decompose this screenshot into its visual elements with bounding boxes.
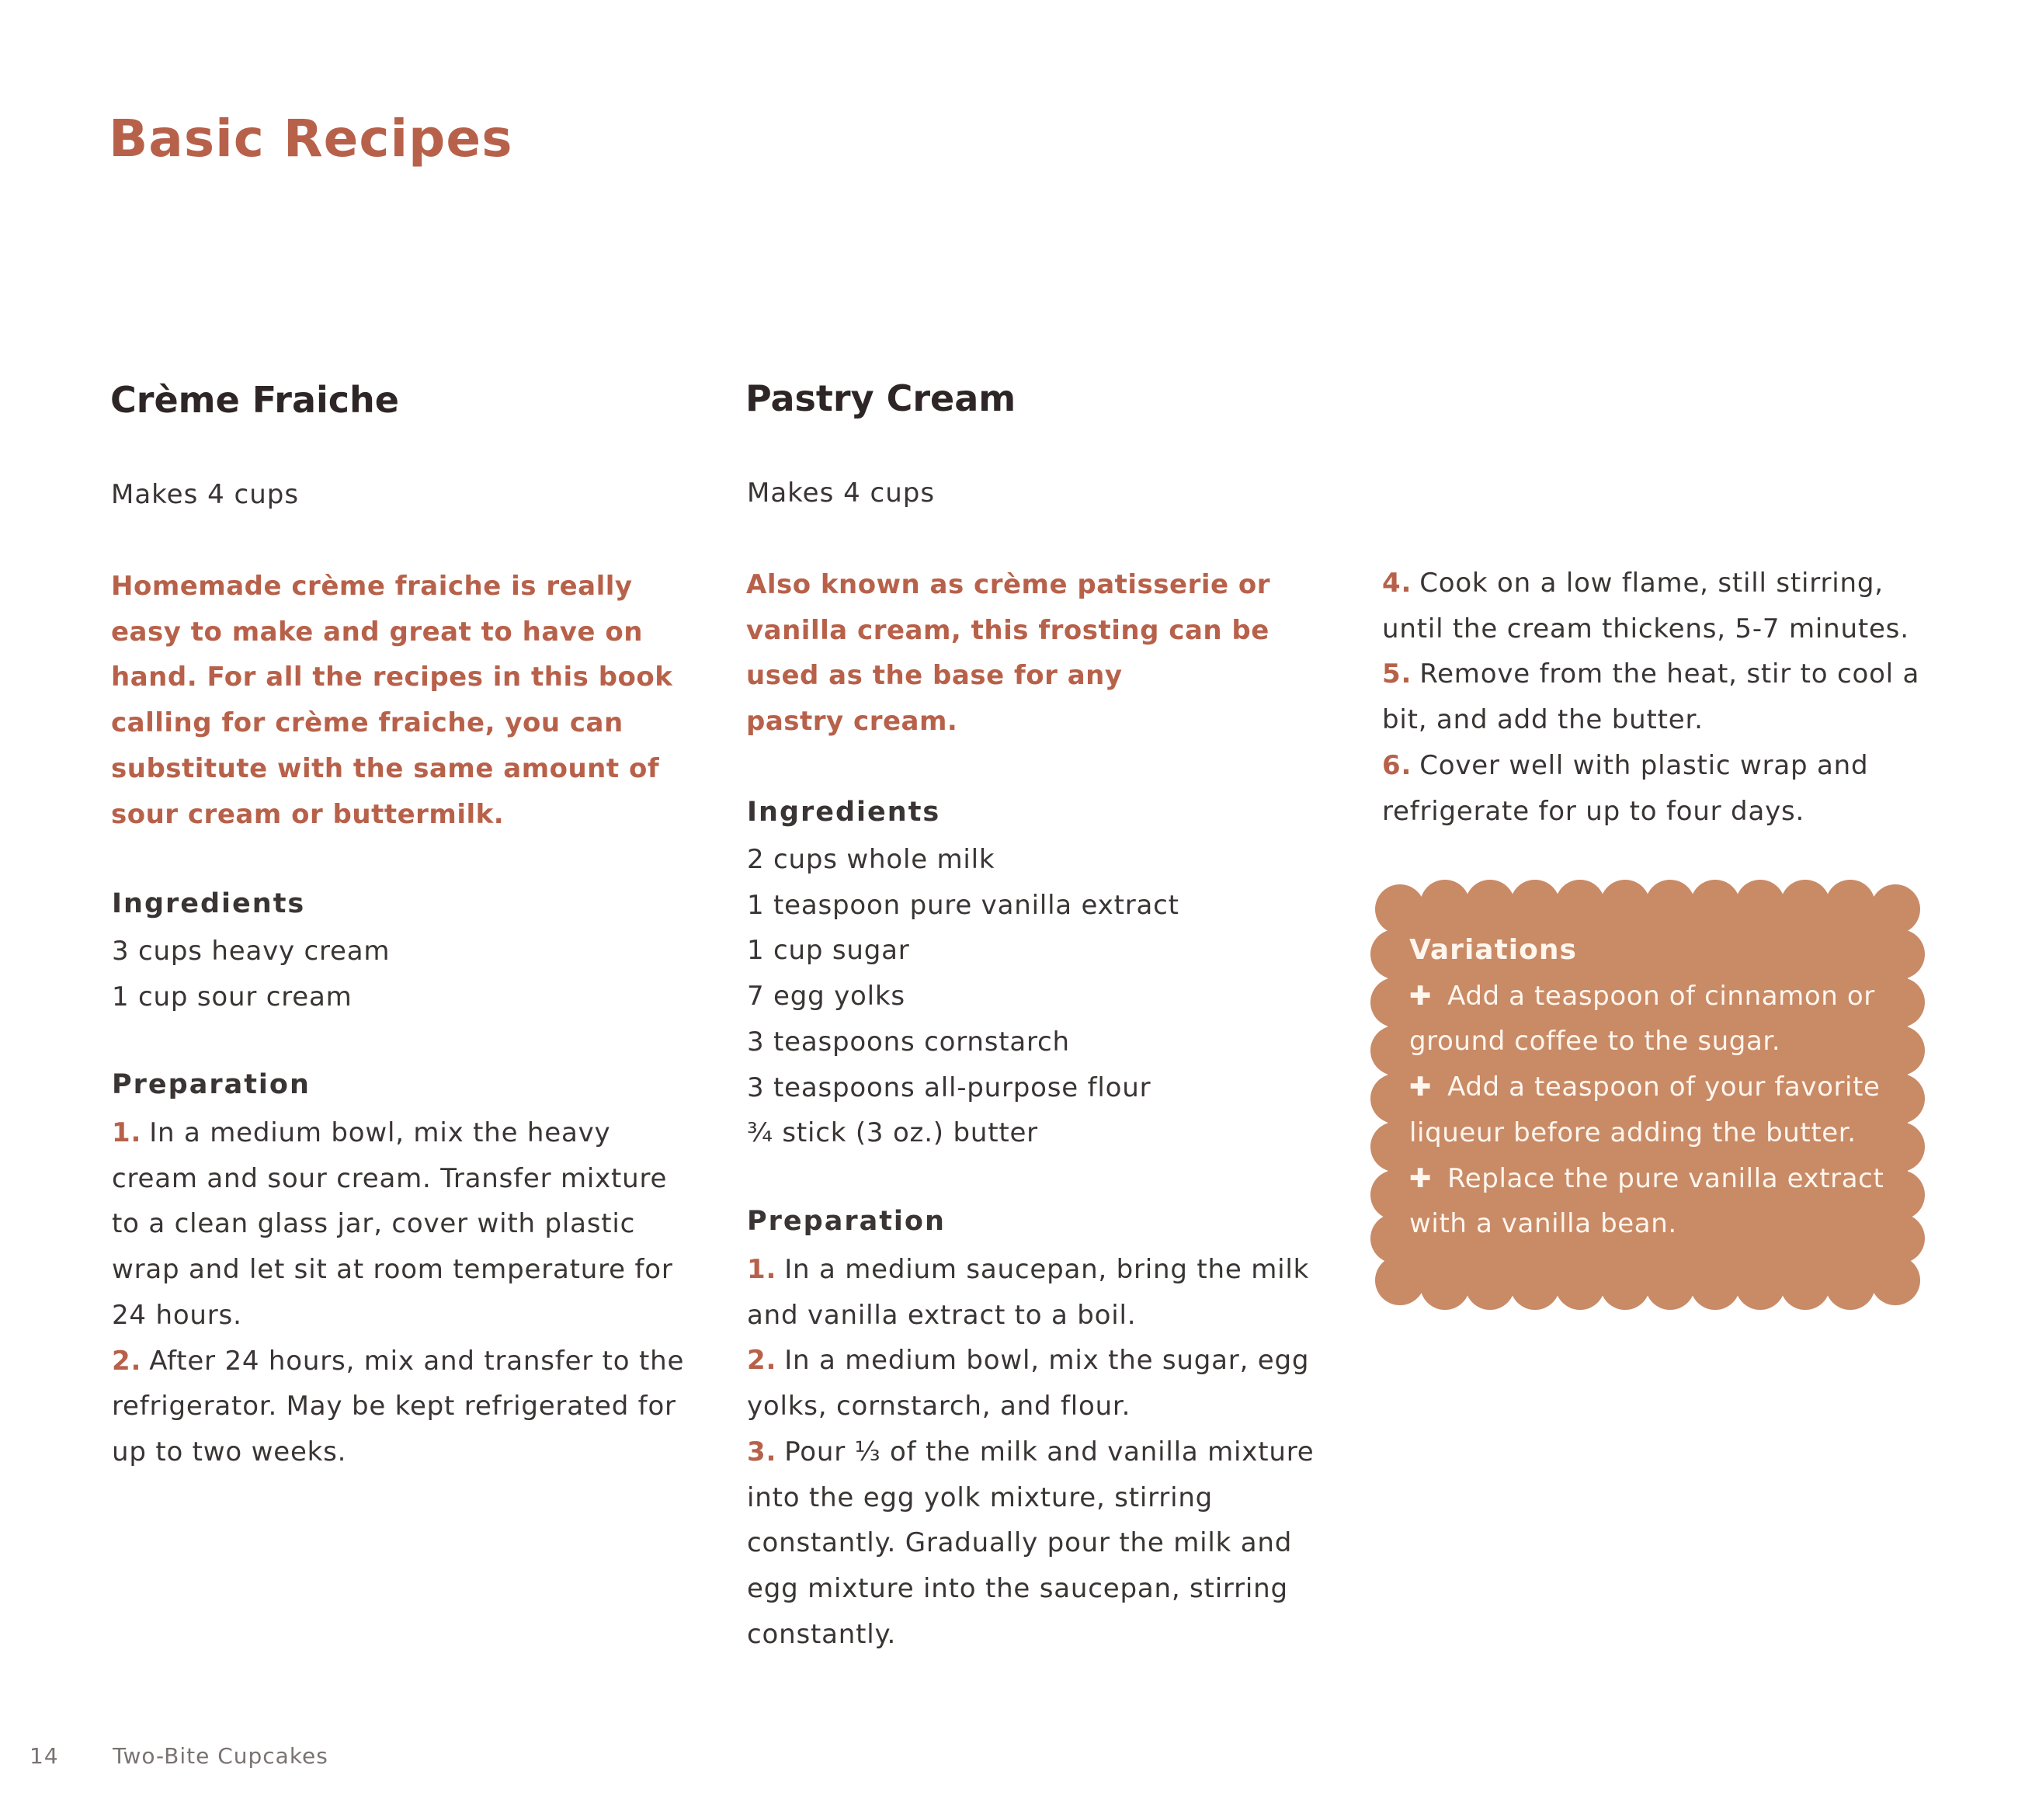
intro-line: pastry cream. [746,706,958,738]
ingredient-item: ¾ stick (3 oz.) butter [747,1117,1038,1149]
step-line: 2. After 24 hours, mix and transfer to the [112,1345,685,1377]
ingredient-item: 1 cup sour cream [112,981,353,1012]
intro-line: substitute with the same amount of [111,752,660,784]
intro-line: easy to make and great to have on [111,616,643,648]
step-number: 2. [112,1345,142,1377]
page-number: 14 [30,1743,59,1769]
step-line: egg mixture into the saucepan, stirring [747,1572,1288,1604]
step-number: 6. [1382,749,1412,781]
ingredient-item: 3 teaspoons cornstarch [747,1026,1070,1058]
step-line: 1. In a medium bowl, mix the heavy [112,1117,611,1148]
pastry-cream-steps-continued [1382,561,1919,834]
intro-line: Homemade crème fraiche is really [111,571,633,602]
step-number: 3. [747,1436,777,1467]
creme-fraiche-preparation-heading: Preparation [112,1069,311,1100]
running-title: Two-Bite Cupcakes [113,1743,328,1769]
variation-line: ✚ Replace the pure vanilla extract [1409,1156,1884,1202]
intro-line: sour cream or buttermilk. [111,798,505,830]
variations-heading: Variations [1409,934,1577,966]
ingredient-item: 3 cups heavy cream [112,936,391,967]
pastry-cream-intro [746,562,1270,745]
step-line: refrigerator. May be kept refrigerated for [112,1391,676,1422]
ingredient-item: 7 egg yolks [747,981,905,1012]
step-line: cream and sour cream. Transfer mixture [112,1162,668,1194]
variation-line: liqueur before adding the butter. [1409,1117,1856,1148]
pastry-cream-preparation-heading: Preparation [747,1206,946,1237]
plus-icon: ✚ [1409,980,1433,1012]
step-line: 3. Pour ⅓ of the milk and vanilla mixture [747,1436,1315,1467]
step-number: 5. [1382,658,1412,690]
pastry-cream-yield: Makes 4 cups [747,478,936,509]
variation-line: ✚ Add a teaspoon of your favorite [1409,1065,1884,1110]
ingredient-item: 2 cups whole milk [747,844,995,875]
variations-box [1364,874,1931,1316]
variations-content [1409,928,1884,1247]
step-line: refrigerate for up to four days. [1382,795,1805,827]
creme-fraiche-title: Crème Fraiche [110,379,399,421]
pastry-cream-ingredients-list [747,837,1179,1156]
creme-fraiche-intro [111,564,672,837]
plus-icon: ✚ [1409,1162,1433,1194]
step-line: into the egg yolk mixture, stirring [747,1481,1214,1513]
ingredient-item: 1 teaspoon pure vanilla extract [747,889,1179,921]
step-line: wrap and let sit at room temperature for [112,1254,673,1286]
step-line: 1. In a medium saucepan, bring the milk [747,1254,1310,1285]
creme-fraiche-yield: Makes 4 cups [111,479,300,510]
intro-line: used as the base for any [746,660,1123,692]
step-line: and vanilla extract to a boil. [747,1299,1137,1331]
step-line: 24 hours. [112,1299,242,1331]
step-number: 1. [112,1117,142,1148]
creme-fraiche-ingredients-heading: Ingredients [112,888,306,919]
step-line: 6. Cover well with plastic wrap and [1382,749,1869,781]
pastry-cream-title: Pastry Cream [745,377,1016,419]
step-line: until the cream thickens, 5-7 minutes. [1382,613,1909,644]
step-line: 2. In a medium bowl, mix the sugar, egg [747,1345,1310,1377]
step-number: 4. [1382,568,1412,599]
step-line: to a clean glass jar, cover with plastic [112,1208,636,1240]
page-title: Basic Recipes [109,109,513,168]
intro-line: calling for crème fraiche, you can [111,707,623,739]
step-line: constantly. [747,1618,897,1650]
variation-line: ground coffee to the sugar. [1409,1026,1781,1058]
step-line: yolks, cornstarch, and flour. [747,1391,1131,1422]
intro-line: hand. For all the recipes in this book [111,662,673,693]
variation-line: with a vanilla bean. [1409,1208,1677,1240]
creme-fraiche-steps [112,1110,684,1475]
step-line: up to two weeks. [112,1436,347,1467]
step-number: 2. [747,1345,777,1377]
plus-icon: ✚ [1409,1072,1433,1103]
pastry-cream-ingredients-heading: Ingredients [747,797,941,828]
variation-line: ✚ Add a teaspoon of cinnamon or [1409,974,1884,1019]
ingredient-item: 1 cup sugar [747,935,910,967]
intro-line: Also known as crème patisserie or [746,569,1271,600]
pastry-cream-steps [747,1247,1314,1657]
step-line: constantly. Gradually pour the milk and [747,1527,1293,1559]
step-line: bit, and add the butter. [1382,704,1704,736]
step-line: 4. Cook on a low flame, still stirring, [1382,568,1884,599]
step-line: 5. Remove from the heat, stir to cool a [1382,658,1920,690]
step-number: 1. [747,1254,777,1285]
intro-line: vanilla cream, this frosting can be [746,614,1269,646]
creme-fraiche-ingredients-list [112,929,390,1019]
ingredient-item: 3 teaspoons all-purpose flour [747,1072,1151,1103]
